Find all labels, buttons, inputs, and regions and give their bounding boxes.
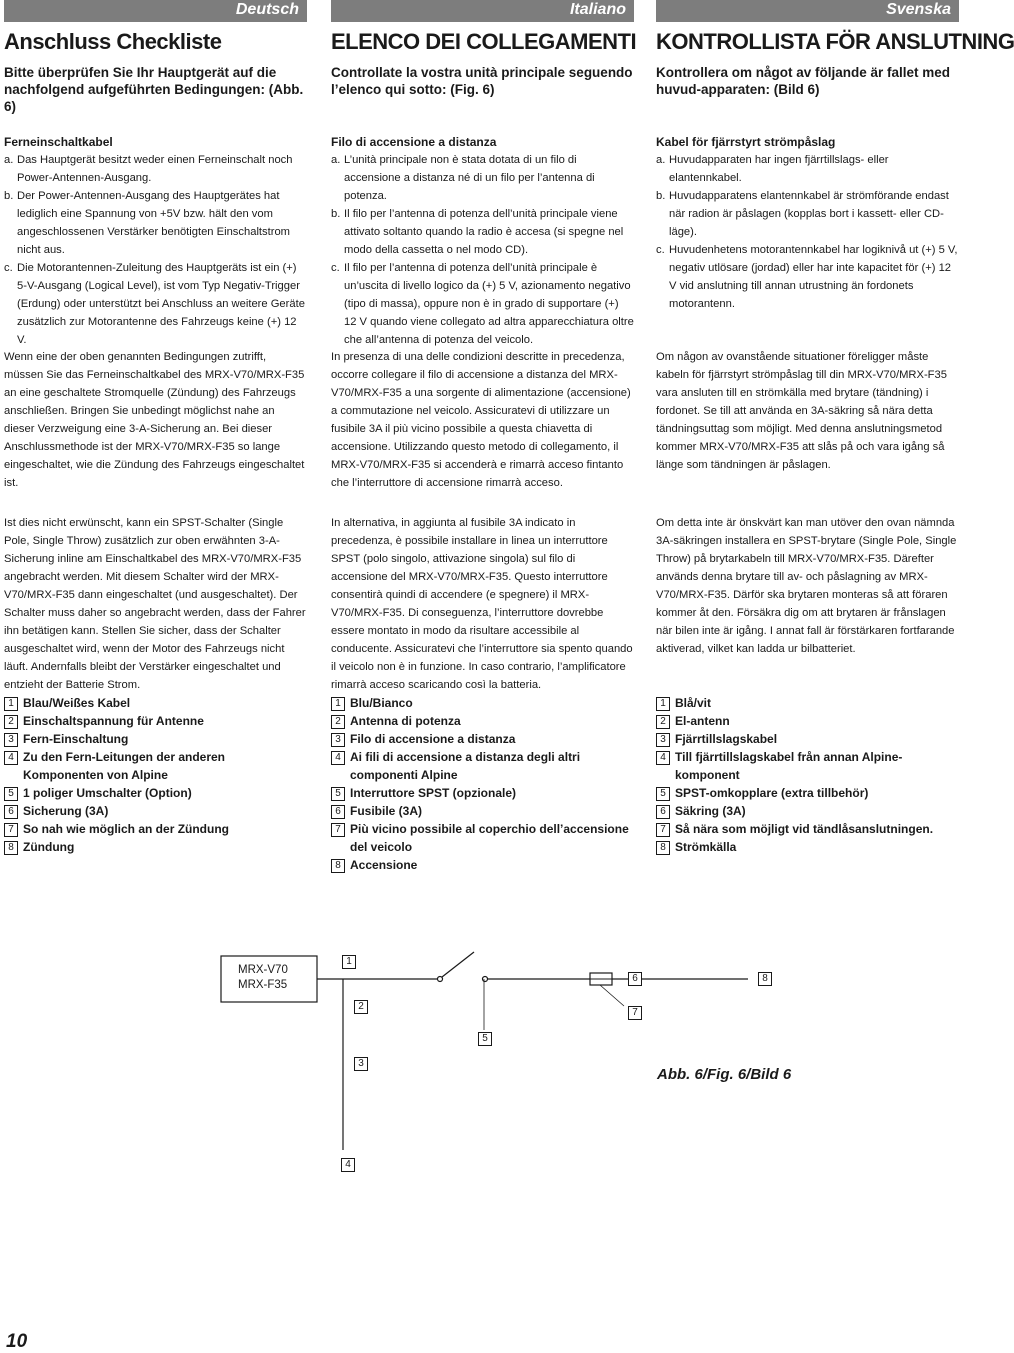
list-item: a. L’unità principale non è stata dotata di un filo di accensione a distanza né di un filo per l’antenna di potenza. <box>331 154 595 202</box>
legend-item: 4 Zu den Fern-Leitungen der anderen Komponenten von Alpine <box>4 748 307 784</box>
remote-wire-section <box>4 133 307 349</box>
figure-caption: Abb. 6/Fig. 6/Bild 6 <box>657 1066 792 1083</box>
diagram-label: 6 <box>628 972 642 986</box>
list-item: c. Huvudenhetens motorantennkabel har logiknivå ut (+) 5 V, negativ utlösare (jordad) eller har inte kapacitet för (+) 12 V vid anslutning till annan utrustning än fordonets motorantenn. <box>656 244 958 310</box>
legend-item: 1 Blu/Bianco <box>331 694 634 712</box>
paragraph: Ist dies nicht erwünscht, kann ein SPST-Schalter (Single Pole, Single Throw) zusätzlich zur oben erwähnten 3-A-Sicherung inline am Einschaltkabel des MRX-V70/MRX-F35 angebracht werden. Mit diesem Schalter wird der MRX-V70/MRX-F35 dann eingeschaltet (und ausgeschaltet). Der Schalter muss daher so angebracht werden, dass der Fahrer ihn betätigen kann. Stellen Sie sicher, dass der Schalter ausgeschaltet wird, wenn der Motor des Fahrzeugs nicht läuft. Andernfalls bleibt der Verstärker eingeschaltet und entzieht der Batterie Strom. <box>4 517 306 691</box>
legend-item: 8 Accensione <box>331 856 634 874</box>
legend-list <box>331 694 634 874</box>
legend-item: 7 So nah wie möglich an der Zündung <box>4 820 307 838</box>
list-item: b. Il filo per l’antenna di potenza dell’unità principale viene attivato soltanto quando la radio è accesa (si spegne nel modo della cassetta o nel modo CD). <box>331 208 624 256</box>
diagram-label: 2 <box>354 1000 368 1014</box>
section-subtitle: Kontrollera om något av följande är fallet med huvud-apparaten: (Bild 6) <box>656 65 951 97</box>
legend-list <box>656 694 959 856</box>
diagram-label: 5 <box>478 1032 492 1046</box>
diagram-label: 3 <box>354 1057 368 1071</box>
legend-item: 1 Blau/Weißes Kabel <box>4 694 307 712</box>
column-swedish <box>656 0 1014 98</box>
legend-item: 2 El-antenn <box>656 712 959 730</box>
amplifier-label: MRX-V70 MRX-F35 <box>238 964 288 991</box>
legend-item: 2 Einschaltspannung für Antenne <box>4 712 307 730</box>
column-german <box>4 0 307 115</box>
language-bar <box>4 0 307 22</box>
paragraph: Om någon av ovanstående situationer föreligger måste kabeln för fjärrstyrt strömpåslag till din MRX-V70/MRX-F35 vara ansluten till en strömkälla med brytare (tändning) i fordonet. Se till att använda en 3A-säkring så nära detta tändningsuttag som möjligt. Med denna anslutningsmetod kommer MRX-V70/MRX-F35 att slås på och vara igång så länge som tändningen är påslagen. <box>656 351 947 471</box>
language-bar <box>656 0 959 22</box>
list-item: b. Huvudapparatens elantennkabel är strömförande endast när radion är påslagen (kopplas bort i kassett- eller CD-läge). <box>656 190 949 238</box>
pointer-line <box>600 985 624 1006</box>
page-number: 10 <box>6 1331 28 1352</box>
legend-item: 3 Fjärrtillslagskabel <box>656 730 959 748</box>
paragraph: In alternativa, in aggiunta al fusibile 3A indicato in precedenza, è possibile installare in linea un interruttore SPST (polo singolo, attivazione singola) sul filo di accensione del MRX-V70/MRX-F35. Questo interruttore consentirà quindi di accendere (e spegnere) il MRX-V70/MRX-F35. Di conseguenza, l’interruttore dovrebbe essere montato in modo da risultare accessibile al conducente. Assicuratevi che l’interruttore sia spento quando il veicolo non è in funzione. In caso contrario, l’amplificatore rimarrà acceso scaricando così la batteria. <box>331 517 633 691</box>
diagram-label: 8 <box>758 972 772 986</box>
language-label: Italiano <box>569 1 626 18</box>
legend-item: 1 Blå/vit <box>656 694 959 712</box>
legend-item: 5 SPST-omkopplare (extra tillbehör) <box>656 784 959 802</box>
paragraph: In presenza di una delle condizioni descritte in precedenza, occorre collegare il filo di accensione a distanza del MRX-V70/MRX-F35 a una sorgente di alimentazione (accensione) a commutazione nel veicolo. Assicuratevi di utilizzare un fusibile 3A il più vicino possibile a questa chiavetta di accensione. Utilizzando questo metodo di collegamento, il MRX-V70/MRX-F35 si accenderà e rimarrà acceso fintanto che l’interruttore di accensione rimarrà acceso. <box>331 351 631 489</box>
section-title: ELENCO DEI COLLEGAMENTI <box>331 29 637 54</box>
legend-item: 4 Ai fili di accensione a distanza degli altri componenti Alpine <box>331 748 634 784</box>
section-title: Anschluss Checkliste <box>4 29 222 54</box>
legend-item: 8 Strömkälla <box>656 838 959 856</box>
legend-item: 5 1 poliger Umschalter (Option) <box>4 784 307 802</box>
legend-item: 6 Fusibile (3A) <box>331 802 634 820</box>
list-item: c. Il filo per l’antenna di potenza dell’unità principale è un’uscita di livello logico da (+) 5 V, azionamento negativo (tipo di massa), oppure non è in grado di supportare (+) 12 V quando viene collegato ad altra apparecchiatura oltre che all’antenna di potenza del veicolo. <box>331 262 634 346</box>
paragraph: Om detta inte är önskvärt kan man utöver den ovan nämnda 3A-säkringen installera en SPST-brytare (Single Pole, Single Throw) på brytarkabeln till MRX-V70/MRX-F35. Därefter används denna brytare till av- och påslagning av MRX-V70/MRX-F35. Därför ska brytaren monteras så att föraren kommer åt den. Försäkra dig om att brytaren är frånslagen när bilen inte är igång. I annat fall är förstärkaren fortfarande aktiverad, vilket kan ladda ur bilbatteriet. <box>656 517 957 655</box>
column-italian <box>331 0 637 98</box>
list-item: b. Der Power-Antennen-Ausgang des Hauptgerätes hat lediglich eine Spannung von +5V bzw. hält den vom angeschlossenen Verstärker benötigten Einschaltstrom nicht aus. <box>4 190 291 256</box>
legend-list <box>4 694 307 856</box>
switch-terminal <box>438 977 443 982</box>
switch-lever <box>442 952 474 977</box>
fuse-symbol <box>590 973 612 985</box>
diagram-label: 4 <box>341 1158 355 1172</box>
list-item: c. Die Motorantennen-Zuleitung des Hauptgeräts ist ein (+) 5-V-Ausgang (Logical Level), ist vom Typ Negativ-Trigger (Erdung) oder unterstützt bei Anschluss an weitere Geräte zusätzlich zur Motorantenne des Fahrzeugs keine (+) 12 V. <box>4 262 305 346</box>
section-title: KONTROLLISTA FÖR ANSLUTNING <box>656 29 1014 54</box>
diagram-label: 7 <box>628 1006 642 1020</box>
section-subtitle: Bitte überprüfen Sie Ihr Hauptgerät auf die nachfolgend aufgeführten Bedingungen: (Abb. 6) <box>4 65 304 114</box>
language-label: Deutsch <box>235 1 299 18</box>
section-subtitle: Controllate la vostra unità principale seguendo l’elenco qui sotto: (Fig. 6) <box>331 65 633 97</box>
list-item: a. Huvudapparaten har ingen fjärrtillslags- eller elantennkabel. <box>656 154 889 184</box>
legend-item: 7 Så nära som möjligt vid tändlåsanslutningen. <box>656 820 959 838</box>
legend-item: 3 Fern-Einschaltung <box>4 730 307 748</box>
section-heading: Kabel för fjärrstyrt strömpåslag <box>656 135 836 149</box>
section-heading: Ferneinschaltkabel <box>4 135 113 149</box>
paragraph: Wenn eine der oben genannten Bedingungen zutrifft, müssen Sie das Ferneinschaltkabel des MRX-V70/MRX-F35 an eine geschaltete Stromquelle (Zündung) des Fahrzeugs anschließen. Bringen Sie unbedingt möglichst nahe an dieser Verzweigung eine 3-A-Sicherung an. Bei dieser Anschlussmethode ist der MRX-V70/MRX-F35 so lange eingeschaltet, wie die Zündung des Fahrzeugs eingeschaltet ist. <box>4 351 305 489</box>
remote-wire-section <box>331 133 634 349</box>
language-label: Svenska <box>886 1 951 18</box>
legend-item: 6 Sicherung (3A) <box>4 802 307 820</box>
legend-item: 7 Più vicino possibile al coperchio dell’accensione del veicolo <box>331 820 634 856</box>
switch-terminal <box>483 977 488 982</box>
list-item: a. Das Hauptgerät besitzt weder einen Ferneinschalt noch Power-Antennen-Ausgang. <box>4 154 293 184</box>
section-heading: Filo di accensione a distanza <box>331 135 497 149</box>
legend-item: 6 Säkring (3A) <box>656 802 959 820</box>
legend-item: 4 Till fjärrtillslagskabel från annan Alpine-komponent <box>656 748 959 784</box>
diagram-label: 1 <box>342 955 356 969</box>
legend-item: 2 Antenna di potenza <box>331 712 634 730</box>
remote-wire-section <box>656 133 959 313</box>
legend-item: 5 Interruttore SPST (opzionale) <box>331 784 634 802</box>
language-bar <box>331 0 634 22</box>
legend-item: 8 Zündung <box>4 838 307 856</box>
legend-item: 3 Filo di accensione a distanza <box>331 730 634 748</box>
